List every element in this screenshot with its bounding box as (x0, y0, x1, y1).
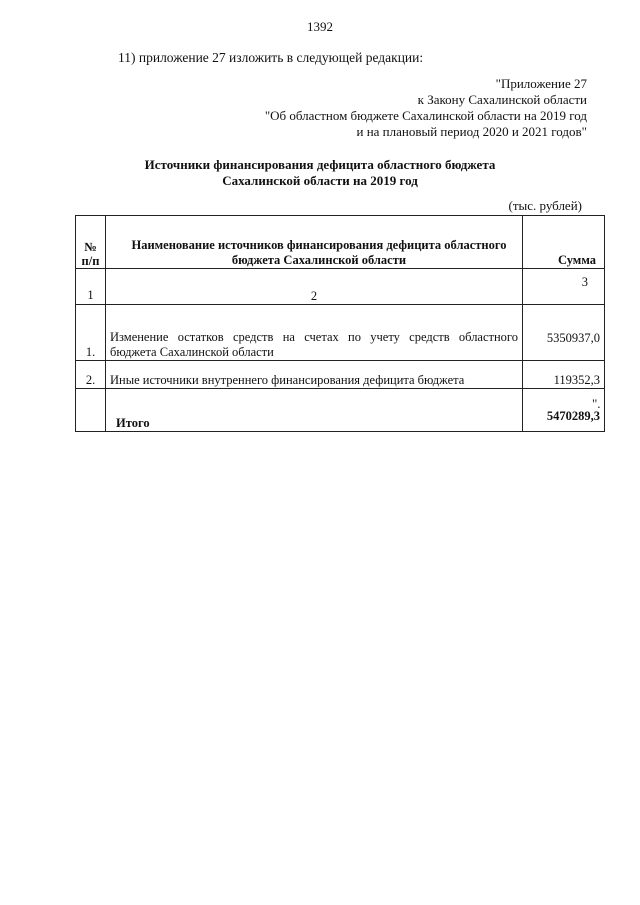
table-row (76, 305, 605, 361)
index-number-cell: 1 (76, 269, 106, 305)
header-sum-cell: Сумма (523, 216, 605, 269)
table-row (76, 361, 605, 389)
appendix-header-line-1: "Приложение 27 (495, 76, 587, 91)
row-name-cell: Иные источники внутреннего финансирования дефицита бюджета (106, 361, 523, 389)
closing-quote: ". (592, 396, 601, 411)
appendix-header-line-3: "Об областном бюджете Сахалинской области на 2019 год (264, 108, 587, 123)
index-name-cell: 2 (106, 269, 523, 305)
total-number-cell (76, 389, 106, 432)
document-title (0, 157, 640, 189)
row-sum-cell: 5350937,0 (523, 305, 605, 361)
appendix-header-line-4: и на плановый период 2020 и 2021 годов" (356, 124, 587, 139)
total-sum-cell: 5470289,3 (523, 389, 605, 432)
index-sum-cell: 3 (523, 269, 605, 305)
total-label-cell: Итого (106, 389, 523, 432)
row-number-cell: 2. (76, 361, 106, 389)
row-name-cell: Изменение остатков средств на счетах по учету средств областного бюджета Сахалинской области (106, 305, 523, 361)
page-number: 1392 (307, 19, 333, 34)
financing-sources-table (75, 215, 605, 432)
header-name-cell: Наименование источников финансирования дефицита областного бюджета Сахалинской области (106, 216, 523, 269)
row-number-cell: 1. (76, 305, 106, 361)
document-title-line-2: Сахалинской области на 2019 год (222, 173, 418, 188)
row-sum-cell: 119352,3 (523, 361, 605, 389)
header-number-cell: № п/п (76, 216, 106, 269)
amendment-intro: 11) приложение 27 изложить в следующей редакции: (118, 50, 424, 65)
column-index-row (76, 269, 605, 305)
units-label: (тыс. рублей) (508, 198, 582, 213)
total-row (76, 389, 605, 432)
appendix-header-line-2: к Закону Сахалинской области (417, 92, 587, 107)
document-title-line-1: Источники финансирования дефицита областного бюджета (144, 157, 496, 172)
table-header-row (76, 216, 605, 269)
appendix-header (265, 76, 587, 140)
